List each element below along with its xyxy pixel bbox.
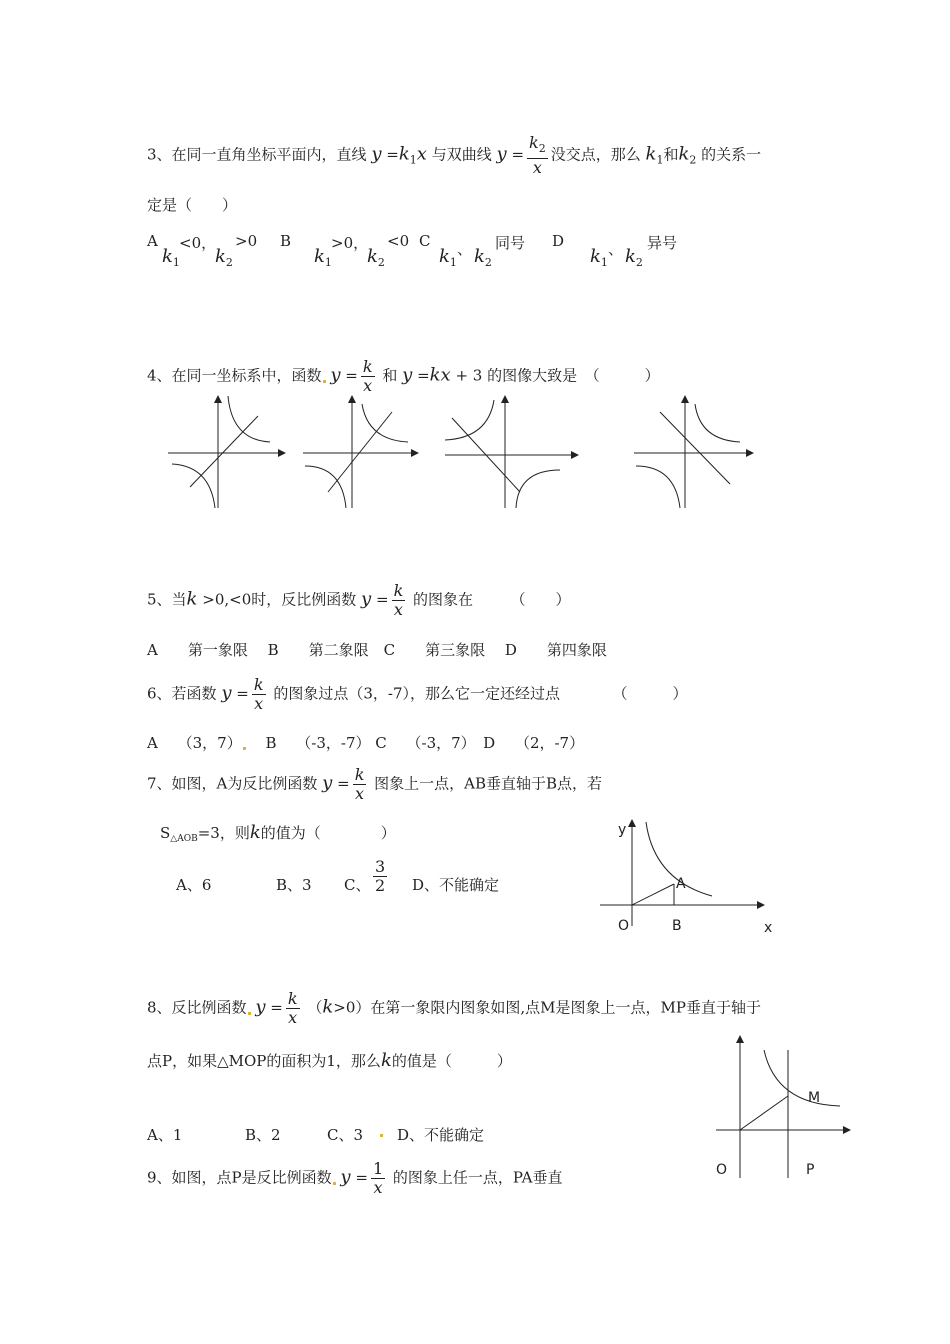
q8-point-p: P	[806, 1162, 815, 1178]
q8-line2: 点P，如果△MOP的面积为1，那么k的值是（ ）	[147, 1050, 512, 1071]
q8-point-m: M	[808, 1090, 821, 1106]
q3-line1: 3、在同一直角坐标平面内，直线 $y =k_1x$ 与双曲线 y = $\frac{k_2}{x}$ 没交点，那么 $k_1$和$k_2$ 的关系一	[147, 133, 762, 177]
q5-line: 5、当k >0,<0时，反比例函数 y = $\frac{k}{x}$ 的图象在 （ ）	[147, 581, 571, 619]
q8-line1: 8、反比例函数 y = $\frac{k}{x}$ （k>0）在第一象限内图象如图,点M是图象上一点，MP垂直于轴于	[147, 989, 761, 1027]
graph-option-2	[303, 396, 418, 508]
q7-line1: 7、如图，A为反比例函数 y = $\frac{k}{x}$ 图象上一点，AB垂直轴于B点，若	[147, 765, 603, 803]
q8-options: A、1 B、2 C、3 D、不能确定	[147, 1126, 485, 1144]
q3-line2: 定是（ ）	[147, 196, 238, 214]
q8-origin: O	[716, 1162, 728, 1178]
q7-x-label: x	[764, 920, 773, 936]
q3-options: A $k_1$ <0， $k_2$ >0 B $k_1$ >0， $k_2$ <0 C $k_1$ 、 $k_2$ 同号 D $k_1$ 、 $k_2$ 异号	[147, 232, 678, 269]
graph-option-3	[445, 396, 578, 508]
q9-line: 9、如图，点P是反比例函数 y = $\frac{1}{x}$ 的图象上任一点，PA垂直	[147, 1159, 563, 1197]
graph-option-4	[634, 396, 753, 508]
q7-point-b: B	[672, 918, 682, 934]
q4-line: 4、在同一坐标系中，函数 y = $\frac{k}{x}$ 和 y =kx + 3 的图像大致是 （ ）	[147, 357, 660, 395]
q7-y-label: y	[618, 822, 627, 838]
q7-line2: $S_{\triangle AOB}=3$，则k的值为（ ）	[160, 822, 396, 844]
q8-figure	[708, 1030, 858, 1180]
q7-origin: O	[618, 918, 630, 934]
fraction-k2-over-x: $\frac{k_2}{x}$	[529, 133, 546, 177]
q7-figure	[596, 814, 786, 942]
graph-option-1	[168, 396, 285, 508]
q5-options: A 第一象限 B 第二象限 C 第三象限 D 第四象限	[147, 641, 607, 659]
math-y: y	[371, 143, 382, 165]
q4-graph-options	[160, 392, 780, 514]
q7-options: A、6 B、3 C、 $\frac{3}{2}$ D、不能确定	[176, 857, 500, 895]
q6-line: 6、若函数 y = $\frac{k}{x}$ 的图象过点（3，-7），那么它一定还经过点 （ ）	[147, 675, 688, 713]
fraction-k-over-x: $\frac{k}{x}$	[362, 357, 373, 395]
q7-point-a: A	[676, 876, 686, 892]
q6-options: A （3，7） B （-3，-7） C （-3，7） D （2，-7）	[147, 734, 585, 752]
